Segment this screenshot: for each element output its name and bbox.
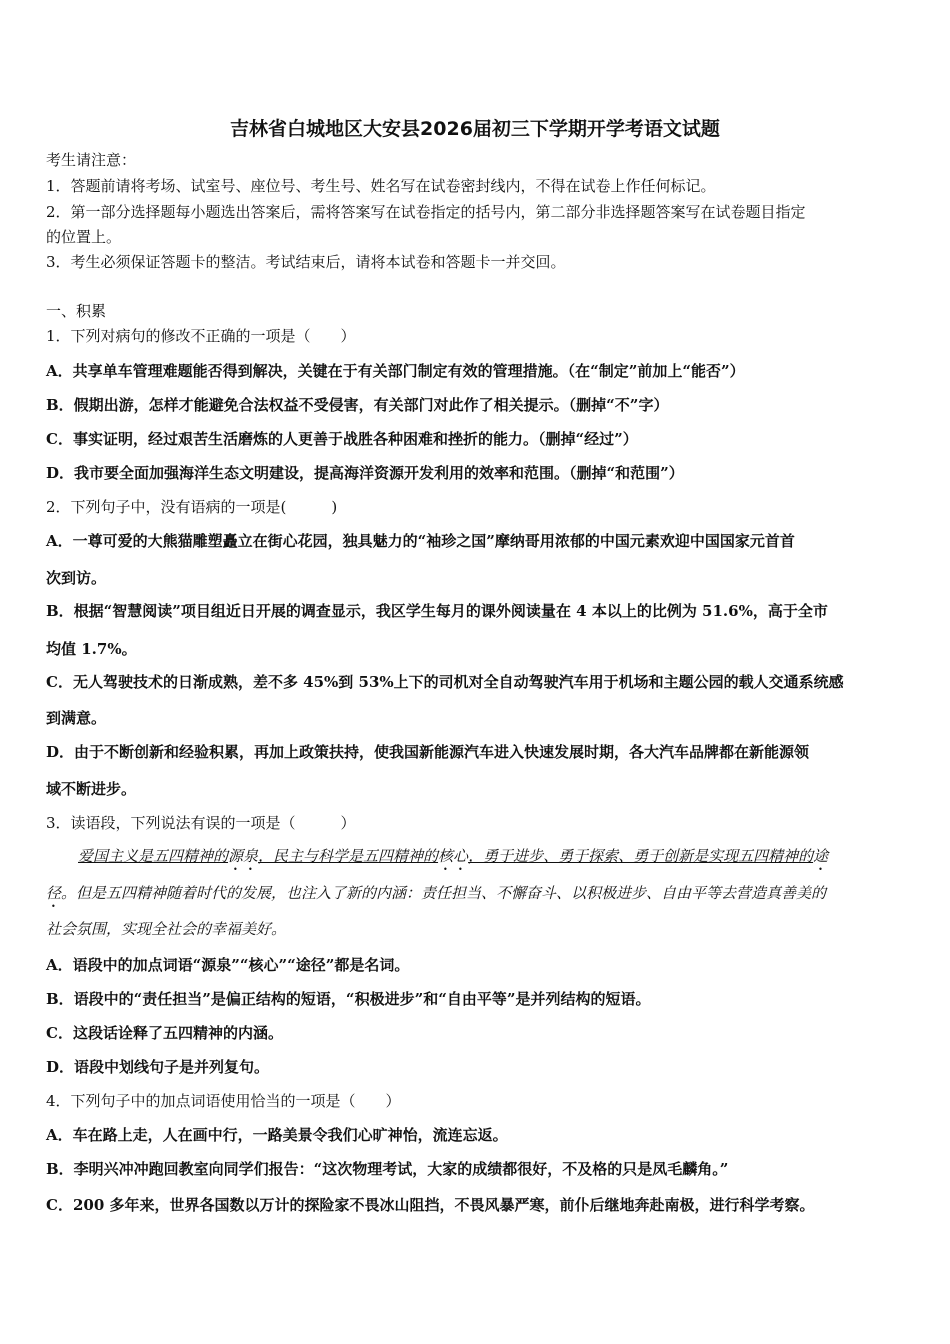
passage-line	[78, 846, 828, 874]
option: B．语段中的“责任担当”是偏正结构的短语，“积极进步”和“自由平等”是并列结构的短语。	[46, 990, 651, 1008]
page-title: 吉林省白城地区大安县2026届初三下学期开学考语文试题	[230, 118, 720, 140]
section-heading: 一、积累	[46, 302, 107, 320]
option-cont: 到满意。	[46, 709, 107, 727]
option: B．根据“智慧阅读”项目组近日开展的调查显示，我区学生每月的课外阅读量在 4 本以上的比例为 51.6%，高于全市	[46, 602, 828, 620]
question-stem: 2．下列句子中，没有语病的一项是( )	[46, 498, 338, 516]
question-stem: 1．下列对病句的修改不正确的一项是（ ）	[46, 327, 356, 345]
dotted-word: 径	[46, 884, 62, 902]
dotted-word: 途	[813, 847, 829, 865]
option-cont: 域不断进步。	[46, 780, 137, 798]
option: C．无人驾驶技术的日渐成熟，差不多 45%到 53%上下的司机对全自动驾驶汽车用于机场和主题公园的载人交通系统感	[46, 673, 844, 691]
option: C．200 多年来，世界各国数以万计的探险家不畏冰山阻挡，不畏风暴严寒，前仆后继地奔赴南极，进行科学考察。	[46, 1196, 815, 1214]
option: B．假期出游，怎样才能避免合法权益不受侵害，有关部门对此作了相关提示。（删掉“不”字）	[46, 396, 669, 414]
underlined-text: ，民主与科学是五四精神的	[258, 847, 439, 865]
option: C．事实证明，经过艰苦生活磨炼的人更善于战胜各种困难和挫折的能力。（删掉“经过”）	[46, 430, 638, 448]
passage-line: 社会氛围，实现全社会的幸福美好。	[46, 920, 287, 938]
dotted-word: 核心	[438, 847, 469, 865]
option: D．由于不断创新和经验积累，再加上政策扶持，使我国新能源汽车进入快速发展时期，各大汽车品牌都在新能源领	[46, 743, 810, 761]
option-cont: 次到访。	[46, 569, 107, 587]
underlined-text: ，勇于进步、勇于探索、勇于创新是实现五四精神的	[468, 847, 814, 865]
notice-item: 1．答题前请将考场、试室号、座位号、考生号、姓名写在试卷密封线内，不得在试卷上作任何标记。	[46, 177, 716, 195]
dotted-word: 源泉	[228, 847, 259, 865]
option: C．这段话诠释了五四精神的内涵。	[46, 1024, 283, 1042]
option-cont: 均值 1.7%。	[46, 640, 137, 658]
option: A．一尊可爱的大熊猫雕塑矗立在街心花园，独具魅力的“袖珍之国”摩纳哥用浓郁的中国元素欢迎中国国家元首首	[46, 532, 795, 550]
question-stem: 3．读语段，下列说法有误的一项是（ ）	[46, 814, 356, 832]
option: A．共享单车管理难题能否得到解决，关键在于有关部门制定有效的管理措施。（在“制定”前加上“能否”）	[46, 362, 745, 380]
notice-item: 2．第一部分选择题每小题选出答案后，需将答案写在试卷指定的括号内，第二部分非选择题答案写在试卷题目指定	[46, 203, 806, 221]
option: A．语段中的加点词语“源泉”“核心”“途径”都是名词。	[46, 956, 410, 974]
notice-item: 3．考生必须保证答题卡的整洁。考试结束后，请将本试卷和答题卡一并交回。	[46, 253, 566, 271]
option: A．车在路上走，人在画中行，一路美景令我们心旷神怡，流连忘返。	[46, 1126, 508, 1144]
passage-line	[46, 883, 826, 911]
notice-item: 的位置上。	[46, 228, 122, 246]
underlined-text: 爱国主义是五四精神的	[78, 847, 229, 865]
notice-heading: 考生请注意：	[46, 151, 137, 169]
passage-text: 。但是五四精神随着时代的发展，也注入了新的内涵：责任担当、不懈奋斗、以积极进步、自由平等去营造真善美的	[61, 884, 827, 902]
option: D．语段中划线句子是并列复句。	[46, 1058, 270, 1076]
option: B．李明兴冲冲跑回教室向同学们报告：“这次物理考试，大家的成绩都很好，不及格的只是凤毛麟角。”	[46, 1160, 729, 1178]
question-stem: 4．下列句子中的加点词语使用恰当的一项是（ ）	[46, 1092, 401, 1110]
option: D．我市要全面加强海洋生态文明建设，提高海洋资源开发利用的效率和范围。（删掉“和范围”）	[46, 464, 684, 482]
